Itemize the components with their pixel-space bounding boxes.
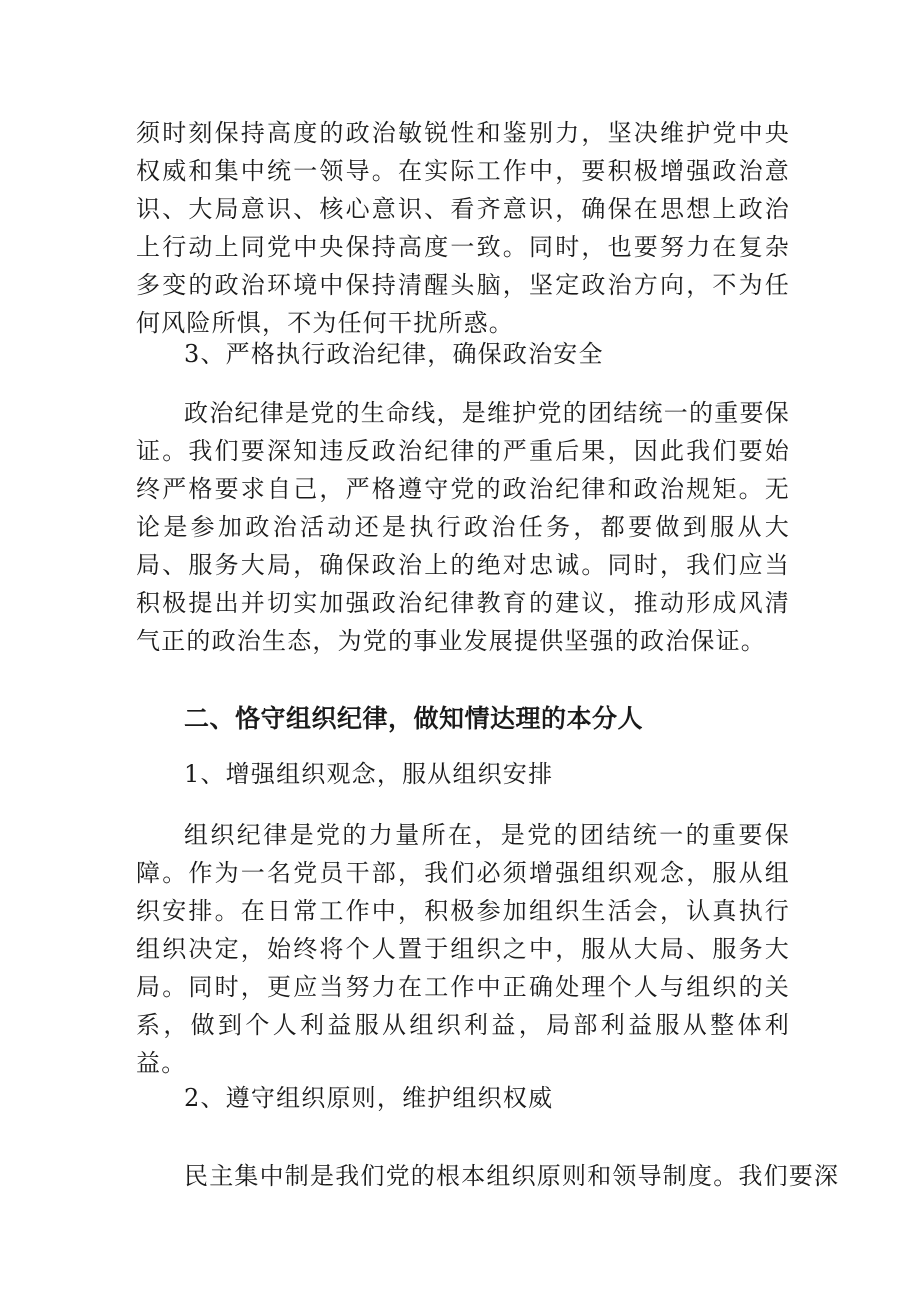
subheading-2-1: 1、增强组织观念，服从组织安排 — [184, 760, 554, 788]
paragraph-2-2-start: 民主集中制是我们党的根本组织原则和领导制度。我们要深 — [184, 1162, 840, 1190]
paragraph-2-1: 组织纪律是党的力量所在，是党的团结统一的重要保障。作为一名党员干部，我们必须增强组织观念，服从组织安排。在日常工作中，积极参加组织生活会，认真执行组织决定，始终将个人置于组织之中，服从大局、服务大局。同时，更应当努力在工作中正确处理个人与组织的关系，做到个人利益服从组织利益，局部利益服从整体利益。 — [136, 821, 790, 1077]
subheading-2-2: 2、遵守组织原则，维护组织权威 — [184, 1084, 554, 1112]
paragraph-3: 政治纪律是党的生命线，是维护党的团结统一的重要保证。我们要深知违反政治纪律的严重后果，因此我们要始终严格要求自己，严格遵守党的政治纪律和政治规矩。无论是参加政治活动还是执行政治任务，都要做到服从大局、服务大局，确保政治上的绝对忠诚。同时，我们应当积极提出并切实加强政治纪律教育的建议，推动形成风清气正的政治生态，为党的事业发展提供坚强的政治保证。 — [136, 399, 790, 655]
continued-paragraph: 须时刻保持高度的政治敏锐性和鉴别力，坚决维护党中央权威和集中统一领导。在实际工作中，要积极增强政治意识、大局意识、核心意识、看齐意识，确保在思想上政治上行动上同党中央保持高度一致。同时，也要努力在复杂多变的政治环境中保持清醒头脑，坚定政治方向，不为任何风险所惧，不为任何干扰所惑。 — [136, 119, 790, 337]
subheading-3: 3、严格执行政治纪律，确保政治安全 — [184, 340, 604, 368]
section-heading-2: 二、恪守组织纪律，做知情达理的本分人 — [184, 704, 644, 733]
